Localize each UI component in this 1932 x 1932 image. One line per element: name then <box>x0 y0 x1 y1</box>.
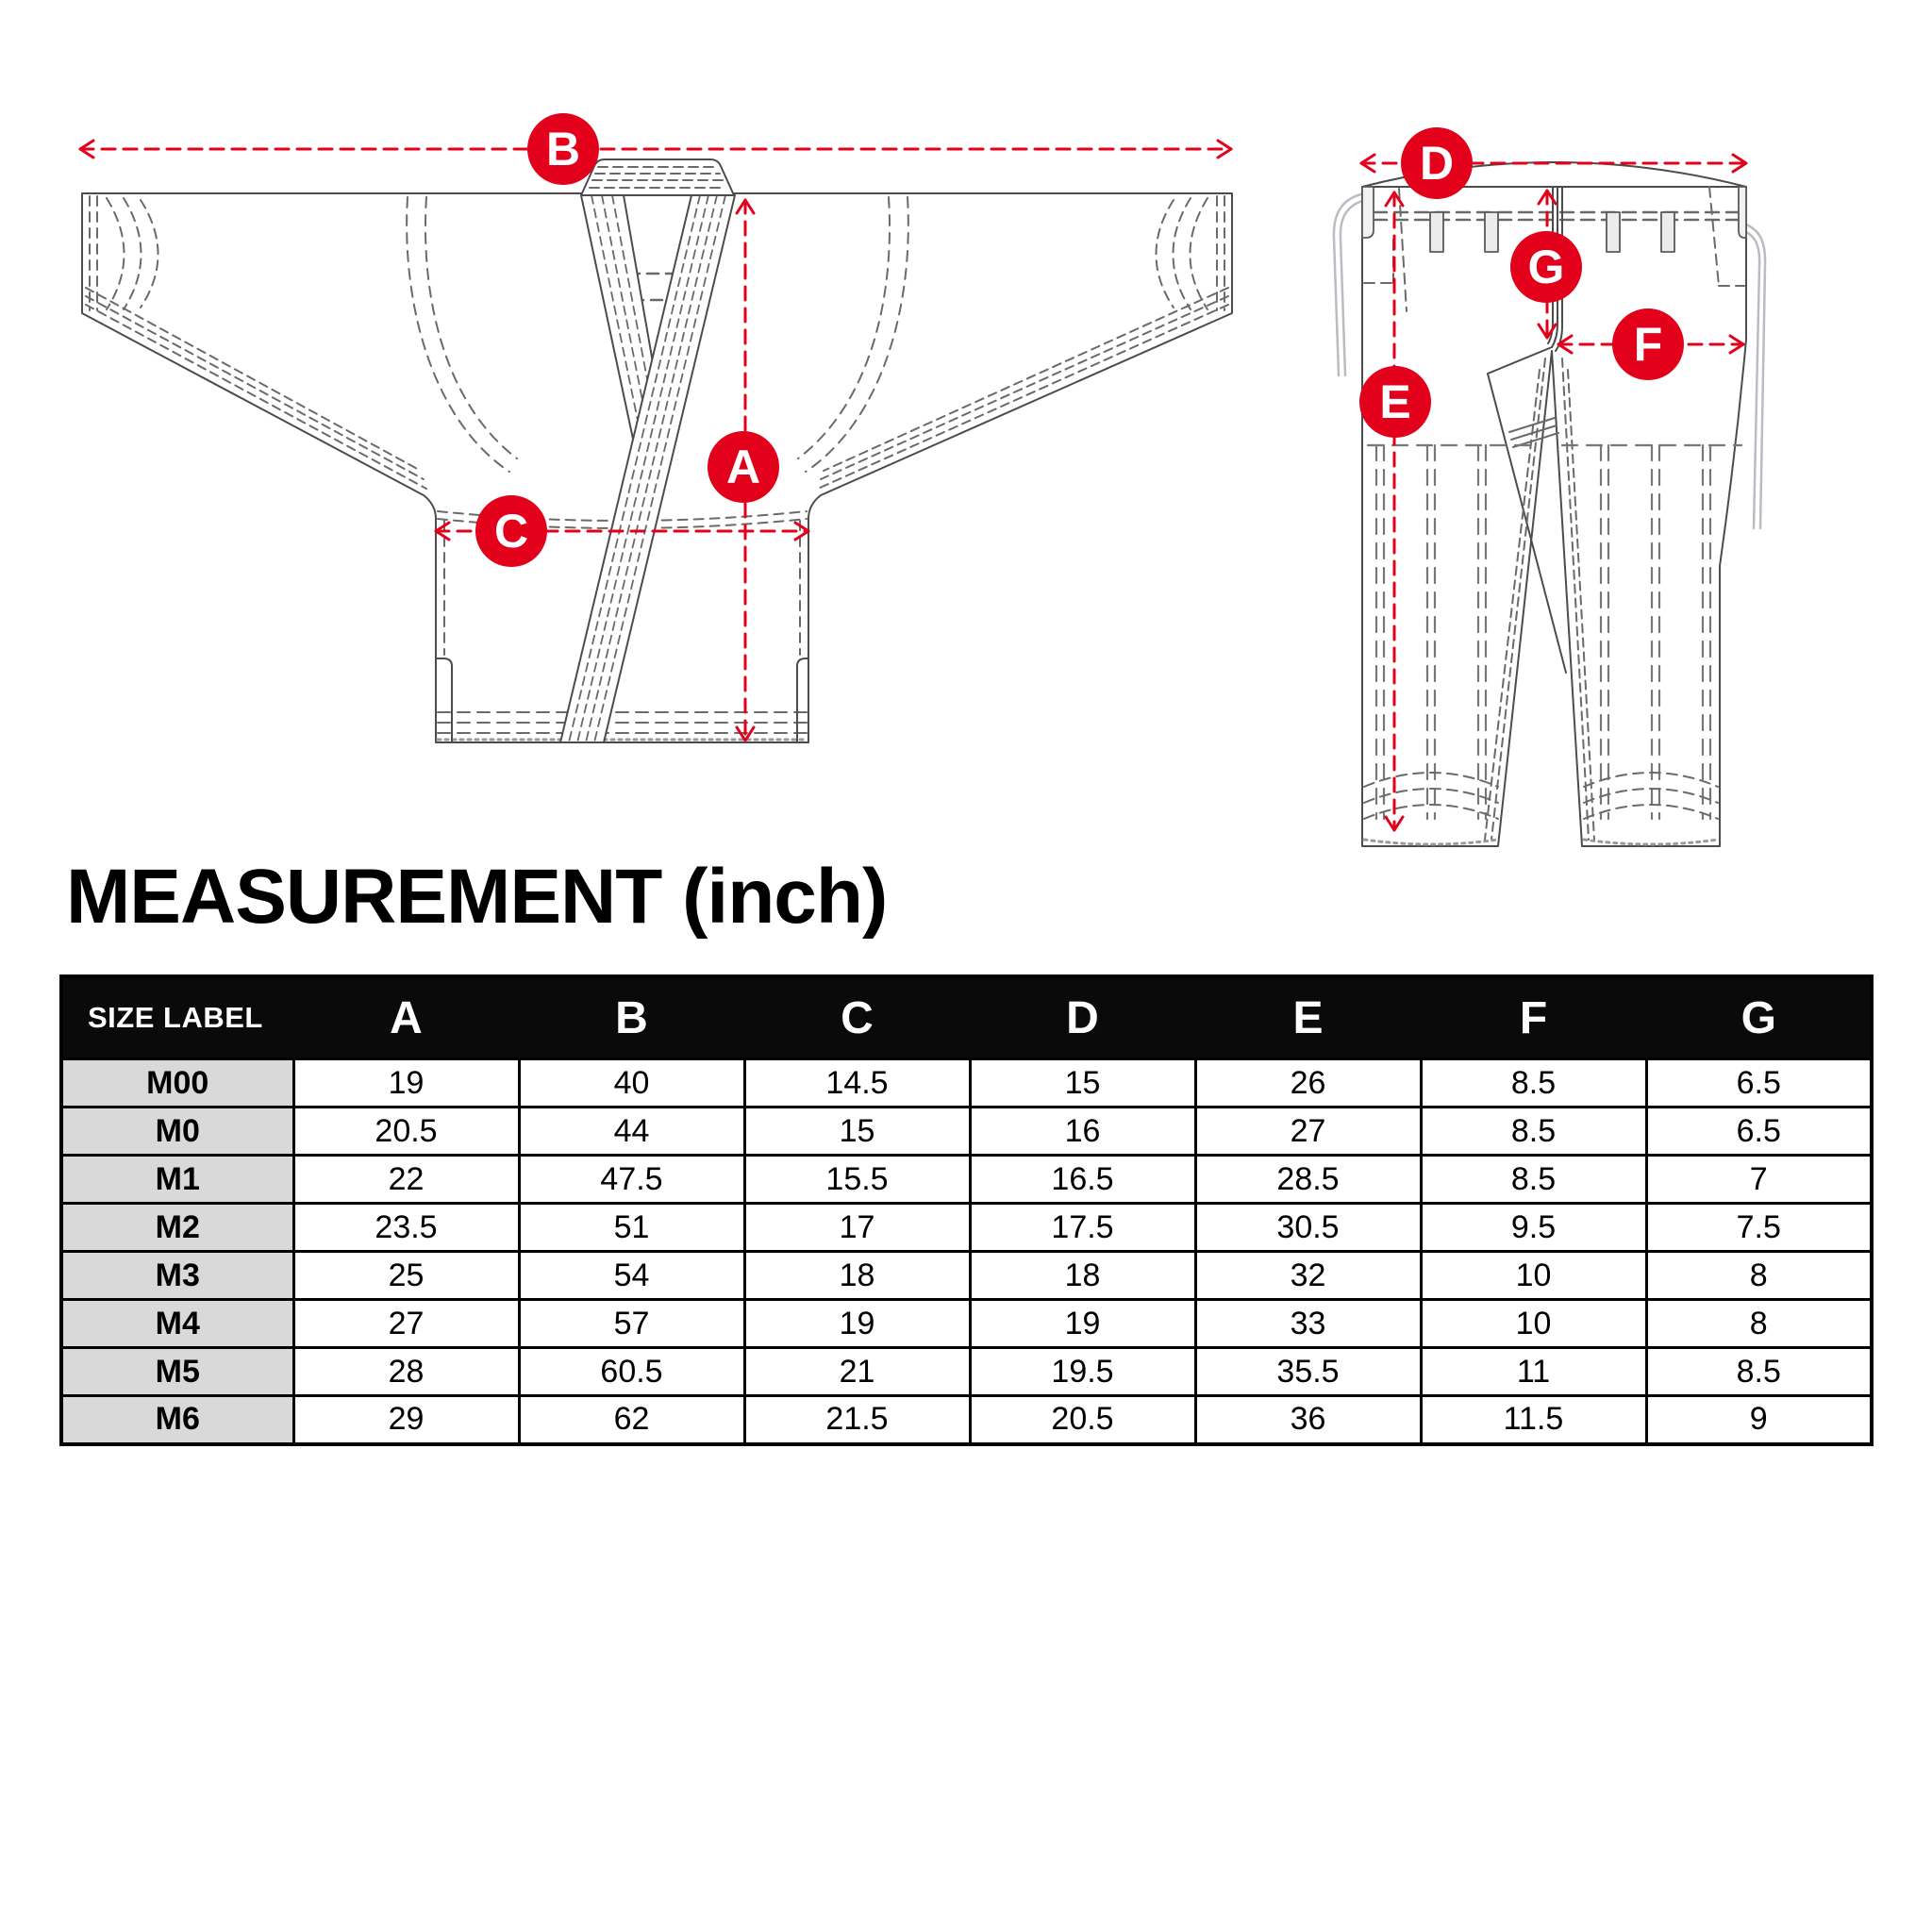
cell: 27 <box>293 1300 519 1348</box>
cell: 51 <box>519 1204 744 1252</box>
page-title: MEASUREMENT (inch) <box>66 854 888 940</box>
size-label: M5 <box>61 1348 293 1396</box>
cell: 60.5 <box>519 1348 744 1396</box>
cell: 9.5 <box>1421 1204 1646 1252</box>
cell: 57 <box>519 1300 744 1348</box>
cell: 8.5 <box>1421 1059 1646 1108</box>
size-label: M4 <box>61 1300 293 1348</box>
header-col-c: C <box>744 976 970 1059</box>
header-col-e: E <box>1195 976 1421 1059</box>
cell: 62 <box>519 1396 744 1444</box>
cell: 35.5 <box>1195 1348 1421 1396</box>
marker-badge-f <box>1612 308 1684 380</box>
cell: 11.5 <box>1421 1396 1646 1444</box>
table-row <box>61 1204 1872 1252</box>
cell: 33 <box>1195 1300 1421 1348</box>
cell: 30.5 <box>1195 1204 1421 1252</box>
cell: 28.5 <box>1195 1156 1421 1204</box>
cell: 8.5 <box>1421 1108 1646 1156</box>
header-col-f: F <box>1421 976 1646 1059</box>
cell: 32 <box>1195 1252 1421 1300</box>
marker-badge-g <box>1510 231 1582 303</box>
marker-badge-c <box>475 495 547 567</box>
cell: 9 <box>1646 1396 1872 1444</box>
cell: 22 <box>293 1156 519 1204</box>
marker-letter: E <box>1379 375 1411 428</box>
marker-letter: B <box>545 123 581 175</box>
cell: 15.5 <box>744 1156 970 1204</box>
cell: 11 <box>1421 1348 1646 1396</box>
marker-badge-b <box>527 113 599 185</box>
cell: 21 <box>744 1348 970 1396</box>
table-row <box>61 1156 1872 1204</box>
cell: 7 <box>1646 1156 1872 1204</box>
cell: 16.5 <box>970 1156 1195 1204</box>
cell: 17 <box>744 1204 970 1252</box>
table-row <box>61 1348 1872 1396</box>
cell: 23.5 <box>293 1204 519 1252</box>
marker-badge-d <box>1401 127 1473 199</box>
cell: 14.5 <box>744 1059 970 1108</box>
cell: 8 <box>1646 1252 1872 1300</box>
cell: 8.5 <box>1646 1348 1872 1396</box>
table-row <box>61 1108 1872 1156</box>
measurement-table <box>59 974 1874 1446</box>
header-col-a: A <box>293 976 519 1059</box>
cell: 19 <box>293 1059 519 1108</box>
header-col-b: B <box>519 976 744 1059</box>
marker-badge-a <box>708 431 779 503</box>
header-col-d: D <box>970 976 1195 1059</box>
header-col-g: G <box>1646 976 1872 1059</box>
cell: 21.5 <box>744 1396 970 1444</box>
size-label: M1 <box>61 1156 293 1204</box>
table-header-row <box>61 976 1872 1059</box>
cell: 20.5 <box>293 1108 519 1156</box>
cell: 18 <box>744 1252 970 1300</box>
cell: 47.5 <box>519 1156 744 1204</box>
marker-badge-e <box>1359 366 1431 438</box>
cell: 25 <box>293 1252 519 1300</box>
cell: 8 <box>1646 1300 1872 1348</box>
cell: 36 <box>1195 1396 1421 1444</box>
cell: 6.5 <box>1646 1059 1872 1108</box>
table-row <box>61 1300 1872 1348</box>
cell: 8.5 <box>1421 1156 1646 1204</box>
cell: 40 <box>519 1059 744 1108</box>
marker-letter: F <box>1633 318 1663 371</box>
table-row <box>61 1252 1872 1300</box>
header-size-label: SIZE LABEL <box>61 976 293 1059</box>
cell: 20.5 <box>970 1396 1195 1444</box>
size-label: M2 <box>61 1204 293 1252</box>
cell: 28 <box>293 1348 519 1396</box>
cell: 44 <box>519 1108 744 1156</box>
size-label: M00 <box>61 1059 293 1108</box>
marker-letter: G <box>1527 241 1565 293</box>
cell: 7.5 <box>1646 1204 1872 1252</box>
measure-arrow-b <box>80 141 1231 158</box>
cell: 10 <box>1421 1300 1646 1348</box>
size-label: M0 <box>61 1108 293 1156</box>
cell: 29 <box>293 1396 519 1444</box>
size-label: M3 <box>61 1252 293 1300</box>
table-row <box>61 1059 1872 1108</box>
cell: 19.5 <box>970 1348 1195 1396</box>
cell: 15 <box>970 1059 1195 1108</box>
marker-letter: D <box>1419 137 1455 190</box>
cell: 6.5 <box>1646 1108 1872 1156</box>
cell: 18 <box>970 1252 1195 1300</box>
cell: 17.5 <box>970 1204 1195 1252</box>
size-label: M6 <box>61 1396 293 1444</box>
marker-letter: C <box>493 505 529 558</box>
cell: 27 <box>1195 1108 1421 1156</box>
cell: 19 <box>970 1300 1195 1348</box>
cell: 16 <box>970 1108 1195 1156</box>
jacket-diagram <box>82 159 1232 742</box>
cell: 10 <box>1421 1252 1646 1300</box>
cell: 19 <box>744 1300 970 1348</box>
cell: 15 <box>744 1108 970 1156</box>
cell: 54 <box>519 1252 744 1300</box>
table-row <box>61 1396 1872 1444</box>
marker-letter: A <box>725 441 761 493</box>
cell: 26 <box>1195 1059 1421 1108</box>
